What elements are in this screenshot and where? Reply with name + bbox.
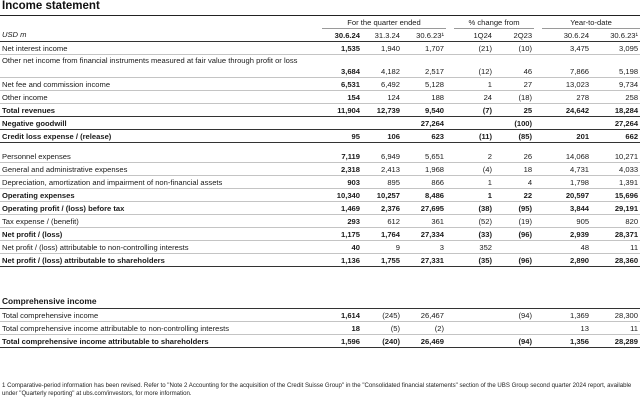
cell-value: 95 (322, 130, 362, 143)
row-spacer (0, 143, 640, 151)
cell-value: 3,844 (542, 202, 591, 215)
cell-value: 1,798 (542, 176, 591, 189)
cell-value: 4,731 (542, 163, 591, 176)
cell-value: (2) (402, 322, 446, 335)
cell-value: 24,642 (542, 104, 591, 117)
cell-value: 9 (362, 241, 402, 254)
cell-value: 24 (454, 91, 494, 104)
col-header: 30.6.23¹ (402, 29, 446, 42)
cell-value: (12) (454, 55, 494, 78)
cell-value: 188 (402, 91, 446, 104)
cell-value: 15,696 (591, 189, 640, 202)
cell-value: 154 (322, 91, 362, 104)
cell-value: 1,369 (542, 309, 591, 322)
cell-value: 1,755 (362, 254, 402, 267)
cell-value: (52) (454, 215, 494, 228)
cell-value: 28,289 (591, 335, 640, 348)
row-label: Total comprehensive income (0, 309, 322, 322)
cell-value: 40 (322, 241, 362, 254)
row-label: Depreciation, amortization and impairment of non-financial assets (0, 176, 322, 189)
cell-value: 623 (402, 130, 446, 143)
cell-value: 124 (362, 91, 402, 104)
comprehensive-income-title: Comprehensive income (2, 296, 97, 306)
col-header: 1Q24 (454, 29, 494, 42)
cell-value: 6,531 (322, 78, 362, 91)
statement-row (0, 55, 640, 78)
cell-value (362, 117, 402, 130)
cell-value: 7,119 (322, 150, 362, 163)
cell-value: 28,300 (591, 309, 640, 322)
cell-value: 1,940 (362, 42, 402, 55)
statement-row (0, 117, 640, 130)
cell-value: 662 (591, 130, 640, 143)
row-label: Net fee and commission income (0, 78, 322, 91)
statement-row (0, 228, 640, 241)
cell-value: 1,614 (322, 309, 362, 322)
col-header: 2Q23 (494, 29, 534, 42)
cell-value: (10) (494, 42, 534, 55)
row-label: Net profit / (loss) attributable to shareholders (0, 254, 322, 267)
cell-value: (245) (362, 309, 402, 322)
cell-value: 29,191 (591, 202, 640, 215)
cell-value: 10,340 (322, 189, 362, 202)
header-column-row (0, 29, 640, 42)
cell-value: 8,486 (402, 189, 446, 202)
col-header: 30.6.24 (322, 29, 362, 42)
cell-value (494, 241, 534, 254)
header-quarter-group: For the quarter ended (322, 16, 446, 29)
cell-value: 866 (402, 176, 446, 189)
cell-value (454, 335, 494, 348)
row-label: Negative goodwill (0, 117, 322, 130)
cell-value: 2,376 (362, 202, 402, 215)
comprehensive-row (0, 322, 640, 335)
cell-value: 1,968 (402, 163, 446, 176)
cell-value: 27,695 (402, 202, 446, 215)
cell-value: (94) (494, 309, 534, 322)
header-blank (0, 16, 322, 29)
row-label: Total comprehensive income attributable to shareholders (0, 335, 322, 348)
cell-value: (33) (454, 228, 494, 241)
cell-value: 26 (494, 150, 534, 163)
cell-value: 4,033 (591, 163, 640, 176)
cell-value: 2,517 (402, 55, 446, 78)
cell-value (494, 322, 534, 335)
cell-value: 293 (322, 215, 362, 228)
col-header: 30.6.23¹ (591, 29, 640, 42)
cell-value: 3,095 (591, 42, 640, 55)
cell-value: 3,684 (322, 55, 362, 78)
statement-row (0, 202, 640, 215)
cell-value: 258 (591, 91, 640, 104)
cell-value: 903 (322, 176, 362, 189)
cell-value: (94) (494, 335, 534, 348)
row-label: Other net income from financial instruments measured at fair value through profit or loss (0, 55, 322, 78)
cell-value: 361 (402, 215, 446, 228)
statement-row (0, 176, 640, 189)
row-label: Tax expense / (benefit) (0, 215, 322, 228)
row-label: General and administrative expenses (0, 163, 322, 176)
row-label: Credit loss expense / (release) (0, 130, 322, 143)
cell-value: 14,068 (542, 150, 591, 163)
cell-value: 1 (454, 78, 494, 91)
row-label: Other income (0, 91, 322, 104)
cell-value (454, 322, 494, 335)
cell-value: 1,535 (322, 42, 362, 55)
cell-value: 25 (494, 104, 534, 117)
statement-row (0, 189, 640, 202)
cell-value: 1,136 (322, 254, 362, 267)
cell-value: 1,175 (322, 228, 362, 241)
row-label: Total revenues (0, 104, 322, 117)
cell-value: 20,597 (542, 189, 591, 202)
statement-row (0, 91, 640, 104)
statement-row (0, 254, 640, 267)
cell-value: 4,182 (362, 55, 402, 78)
cell-value: 352 (454, 241, 494, 254)
statement-row (0, 215, 640, 228)
cell-value: (240) (362, 335, 402, 348)
statement-row (0, 150, 640, 163)
cell-value: 2,890 (542, 254, 591, 267)
income-statement-table (0, 16, 640, 267)
cell-value: (11) (454, 130, 494, 143)
cell-value: 1,707 (402, 42, 446, 55)
cell-value: 10,271 (591, 150, 640, 163)
col-header: 31.3.24 (362, 29, 402, 42)
cell-value: 27,264 (402, 117, 446, 130)
cell-value: 1,469 (322, 202, 362, 215)
cell-value: 201 (542, 130, 591, 143)
cell-value: 22 (494, 189, 534, 202)
cell-value (454, 309, 494, 322)
cell-value: 27 (494, 78, 534, 91)
cell-value: (96) (494, 254, 534, 267)
statement-row (0, 104, 640, 117)
cell-value: 27,264 (591, 117, 640, 130)
cell-value: (38) (454, 202, 494, 215)
cell-value: (85) (494, 130, 534, 143)
cell-value: 3 (402, 241, 446, 254)
cell-value: 5,198 (591, 55, 640, 78)
cell-value: (18) (494, 91, 534, 104)
statement-row (0, 163, 640, 176)
statement-row (0, 241, 640, 254)
cell-value: 820 (591, 215, 640, 228)
cell-value (454, 117, 494, 130)
cell-value: 13 (542, 322, 591, 335)
cell-value: 46 (494, 55, 534, 78)
cell-value: 5,651 (402, 150, 446, 163)
cell-value: 2,318 (322, 163, 362, 176)
cell-value: 12,739 (362, 104, 402, 117)
statement-row (0, 130, 640, 143)
cell-value: (19) (494, 215, 534, 228)
cell-value: 48 (542, 241, 591, 254)
cell-value: 9,540 (402, 104, 446, 117)
cell-value: 1 (454, 176, 494, 189)
cell-value: 26,467 (402, 309, 446, 322)
col-header: 30.6.24 (542, 29, 591, 42)
footnote: 1 Comparative-period information has been revised. Refer to "Note 2 Accounting for the acquisition of the Credit Suisse Group" in the "Consolidated financial statements" section of the UBS Group second quarter 2024 report, available under "Quarterly reporting" at ubs.com/investors, for more information. (2, 382, 632, 397)
cell-value: (21) (454, 42, 494, 55)
row-label: Total comprehensive income attributable to non-controlling interests (0, 322, 322, 335)
header-change-group: % change from (454, 16, 534, 29)
cell-value: 27,331 (402, 254, 446, 267)
row-label: Net profit / (loss) (0, 228, 322, 241)
cell-value: 2,413 (362, 163, 402, 176)
cell-value: (7) (454, 104, 494, 117)
cell-value: (4) (454, 163, 494, 176)
cell-value (542, 117, 591, 130)
cell-value: 3,475 (542, 42, 591, 55)
cell-value: 18,284 (591, 104, 640, 117)
row-label: Operating profit / (loss) before tax (0, 202, 322, 215)
cell-value: 18 (494, 163, 534, 176)
cell-value: 1 (454, 189, 494, 202)
cell-value: 11,904 (322, 104, 362, 117)
cell-value: 26,469 (402, 335, 446, 348)
cell-value: 18 (322, 322, 362, 335)
cell-value: 278 (542, 91, 591, 104)
row-label: Net interest income (0, 42, 322, 55)
cell-value: 11 (591, 241, 640, 254)
cell-value: 5,128 (402, 78, 446, 91)
cell-value: 7,866 (542, 55, 591, 78)
row-label: Operating expenses (0, 189, 322, 202)
cell-value: (35) (454, 254, 494, 267)
cell-value: 2,939 (542, 228, 591, 241)
cell-value: (100) (494, 117, 534, 130)
row-label: Personnel expenses (0, 150, 322, 163)
cell-value: 612 (362, 215, 402, 228)
cell-value: 1,596 (322, 335, 362, 348)
cell-value: 6,949 (362, 150, 402, 163)
header-group-row (0, 16, 640, 29)
comprehensive-row (0, 309, 640, 322)
cell-value: 11 (591, 322, 640, 335)
cell-value: 895 (362, 176, 402, 189)
statement-row (0, 78, 640, 91)
comprehensive-income-table (0, 309, 640, 348)
cell-value: 106 (362, 130, 402, 143)
cell-value: 6,492 (362, 78, 402, 91)
cell-value: 10,257 (362, 189, 402, 202)
row-label: Net profit / (loss) attributable to non-controlling interests (0, 241, 322, 254)
cell-value: 1,391 (591, 176, 640, 189)
unit-label: USD m (0, 29, 322, 42)
statement-row (0, 42, 640, 55)
cell-value: 2 (454, 150, 494, 163)
cell-value: (96) (494, 228, 534, 241)
cell-value: (5) (362, 322, 402, 335)
cell-value: 13,023 (542, 78, 591, 91)
cell-value: (95) (494, 202, 534, 215)
cell-value: 4 (494, 176, 534, 189)
cell-value: 28,371 (591, 228, 640, 241)
cell-value: 9,734 (591, 78, 640, 91)
cell-value: 1,356 (542, 335, 591, 348)
cell-value: 27,334 (402, 228, 446, 241)
cell-value: 1,764 (362, 228, 402, 241)
statement-title: Income statement (2, 0, 100, 12)
cell-value: 28,360 (591, 254, 640, 267)
comprehensive-row (0, 335, 640, 348)
header-ytd-group: Year-to-date (542, 16, 640, 29)
cell-value (322, 117, 362, 130)
cell-value: 905 (542, 215, 591, 228)
